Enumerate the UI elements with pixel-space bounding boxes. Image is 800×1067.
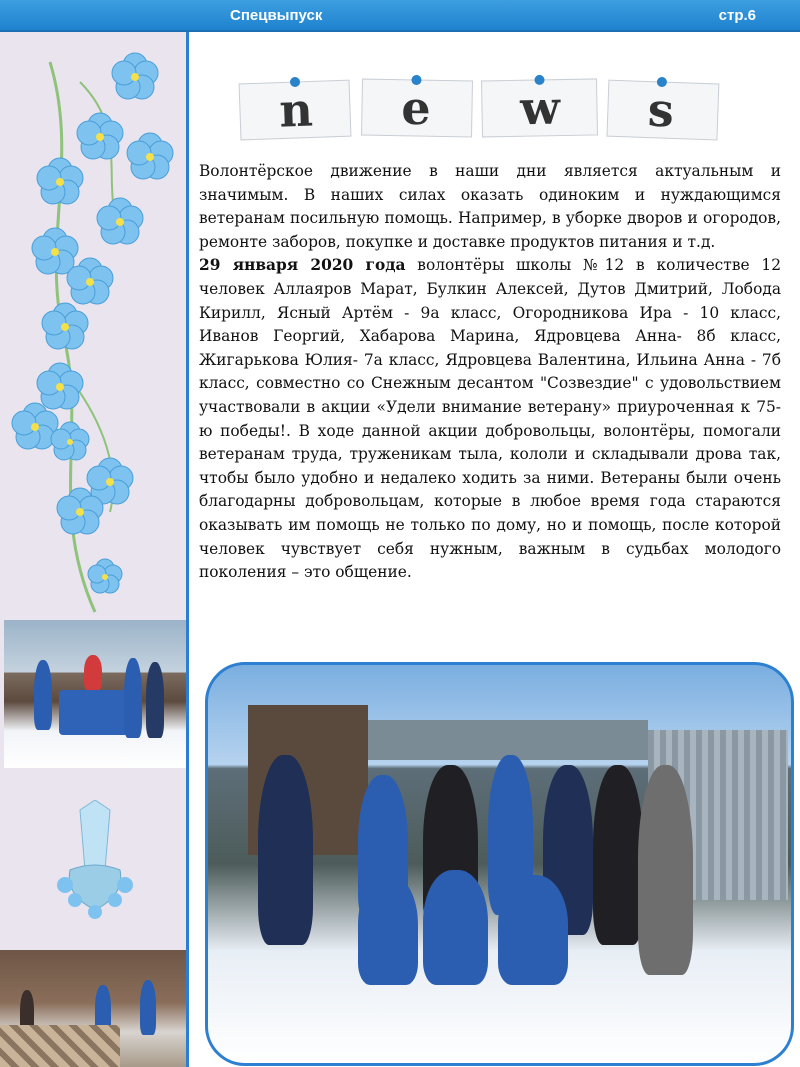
firewood-work-photo <box>0 950 186 1067</box>
page-header <box>0 0 800 32</box>
issue-title: Спецвыпуск <box>230 7 323 24</box>
article-intro: Волонтёрское движение в наши дни является актуальным и значимым. В наших силах оказать одиноким и нуждающимся ветеранам посильную помощь. Например, в уборке дворов и огородов, ремонте заборов, покупке и доставке продуктов питания и т.д. <box>199 162 781 251</box>
volunteers-group-photo-small <box>4 620 186 768</box>
article-body: волонтёры школы №12 в количестве 12 человек Аллаяров Марат, Булкин Алексей, Дутов Дмитрий, Лобода Кирилл, Ясный Артём - 9а класс, Огородникова Ира - 10 класс, Иванов Георгий, Хабарова Марина, Ядровцева Анна- 8б класс, Жигарькова Юлия- 7а класс, Ядровцева Валентина, Ильина Анна - 7б класс, совместно со Снежным десантом "Созвездие" с удовольствием участвовали в акции «Удели внимание ветерану» приуроченная к 75-ю победы!. В ходе данной акции добровольцы, волонтёры, помогали ветеранам труда, труженикам тыла, кололи и складывали дрова так, чтобы было удобно и недалеко ходить за ними. Ветераны были очень благодарны добровольцам, которые в любое время года стараются оказывать им помощь не только по дому, но и помощь, после которой человек чувствует себя нужным, важным в судьбах молодого поколения – это общение. <box>199 256 781 582</box>
article-text <box>199 160 781 585</box>
flower-vase-image <box>50 800 140 920</box>
article-date: 29 января 2020 года <box>199 256 406 275</box>
banner-letter-n: n <box>278 82 314 138</box>
flower-garland-image <box>10 42 180 622</box>
news-banner <box>236 72 726 142</box>
banner-letter-s: s <box>647 82 675 138</box>
page-number: стр.6 <box>718 7 756 24</box>
banner-letter-e: e <box>400 80 432 136</box>
banner-letter-w: w <box>519 80 561 136</box>
volunteers-group-photo-main <box>205 662 794 1066</box>
